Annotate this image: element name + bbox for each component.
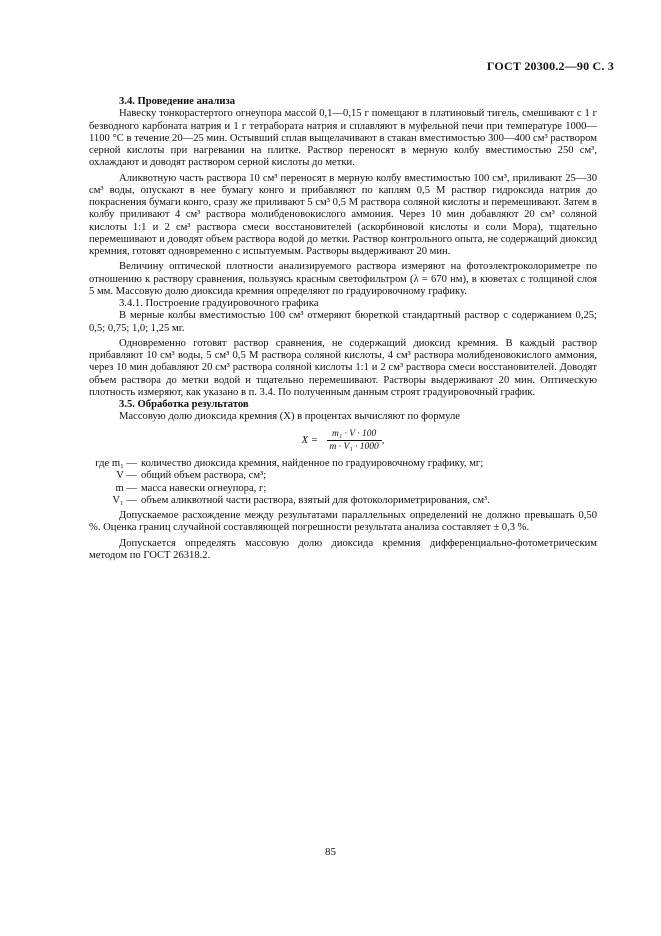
definition-row xyxy=(89,495,597,507)
definition-symbol: m — xyxy=(115,482,137,494)
section-3-4-title: 3.4. Проведение анализа xyxy=(119,96,235,107)
section-3-4-1-paragraph-2: Одновременно готовят раствор сравнения, не содержащий диоксид кремния. В каждый раствор прибавляют 10 см³ воды, 5 см³ 0,5 М раствора соляной кислоты, 4 см³ раствора молибденовокислого аммония, через 10 мин добавляют 20 см³ раствора соляной кислоты 1:1 и 2 см³ раствора смеси восстановителей. Доводят объем раствора до метки водой и тщательно перемешивают. Растворы выдерживают 20 мин. Оптическую плотность измеряют, как указано в п. 3.4. По полученным данным строят градуировочный график. xyxy=(89,337,597,398)
definition-row xyxy=(89,483,597,495)
section-3-4-paragraph-3: Величину оптической плотности анализируемого раствора измеряют на фотоэлектроколориметре по отношению к раствору сравнения, пользуясь красным светофильтром (λ = 670 нм), в кюветах с толщиной слоя 5 мм. Массовую долю диоксида кремния определяют по градуировочному графику. xyxy=(89,261,597,297)
formula-tail: , xyxy=(381,434,385,446)
formula-denominator: m · V₁ · 1000 xyxy=(329,441,379,452)
tolerance-paragraph: Допускаемое расхождение между результатами параллельных определений не должно превышать 0,50 %. Оценка границ случайной составляющей погрешности результата анализа составляет ± 0,3 %. xyxy=(89,510,597,534)
definition-text: количество диоксида кремния, найденное по градуировочному графику, мг; xyxy=(141,458,484,469)
formula-intro: Массовую долю диоксида кремния (X) в процентах вычисляют по формуле xyxy=(119,411,460,423)
definition-text: масса навески огнеупора, г; xyxy=(141,482,267,494)
formula-lhs: X = xyxy=(301,434,318,446)
document-body xyxy=(89,96,597,562)
formula-definitions xyxy=(89,458,597,507)
definition-symbol: где m₁ — xyxy=(95,458,137,469)
formula-fraction xyxy=(327,428,382,454)
section-3-4-paragraph-1: Навеску тонкорастертого огнеупора массой 0,1—0,15 г помещают в платиновый тигель, смешивают с 1 г безводного карбоната натрия и 1 г тетрабората натрия и сплавляют в муфельной печи при температуре 1000—1100 °С в течение 20—25 мин. Остывший сплав выщелачивают в стакан вместимостью 300—400 см³ раствором серной кислоты при нагревании на плитке. Раствор переносят в мерную колбу вместимостью 250 см³, охлаждают и доводят раствором серной кислоты до метки. xyxy=(89,108,597,169)
definition-text: объем аликвотной части раствора, взятый для фотоколориметрирования, см³. xyxy=(141,494,490,506)
section-3-4-1-paragraph-1: В мерные колбы вместимостью 100 см³ отмеряют бюреткой стандартный раствор с содержанием 0,25; 0,5; 0,75; 1,0; 1,25 мг. xyxy=(89,310,597,334)
section-3-4-1-title: 3.4.1. Построение градуировочного графика xyxy=(119,298,319,309)
alternative-method-paragraph: Допускается определять массовую долю диоксида кремния дифференциально-фотометрическим методом по ГОСТ 26318.2. xyxy=(89,537,597,561)
formula-numerator: m₁ · V · 100 xyxy=(327,428,382,441)
page-number: 85 xyxy=(325,846,336,858)
definition-symbol: V — xyxy=(116,470,137,482)
formula xyxy=(89,428,597,454)
section-3-5-title: 3.5. Обработка результатов xyxy=(119,399,249,410)
definition-row xyxy=(89,458,597,470)
page-header: ГОСТ 20300.2—90 С. 3 xyxy=(486,59,614,73)
definition-symbol: V₁ — xyxy=(112,494,137,506)
definition-row xyxy=(89,470,597,482)
section-3-4-paragraph-2: Аликвотную часть раствора 10 см³ переносят в мерную колбу вместимостью 100 см³, приливают 25—30 см³ воды, опускают в нее бумагу конго и прибавляют по каплям 0,5 М раствор гидроксида натрия до покраснения бумаги конго, сразу же приливают 5 см³ 0,5 М раствора соляной кислоты и перемешивают. Затем в колбу приливают 4 см³ раствора молибденовокислого аммония. Через 10 мин добавляют 20 см³ соляной кислоты 1:1 и 2 см³ раствора смеси восстановителей (аскорбиновой кислоты и соли Мора), тщательно перемешивают и доводят объем раствора водой до метки. Раствор контрольного опыта, не содержащий диоксид кремния, готовят одновременно с испытуемым. Растворы выдерживают 20 мин. xyxy=(89,172,597,257)
definition-text: общий объем раствора, см³; xyxy=(141,470,267,482)
